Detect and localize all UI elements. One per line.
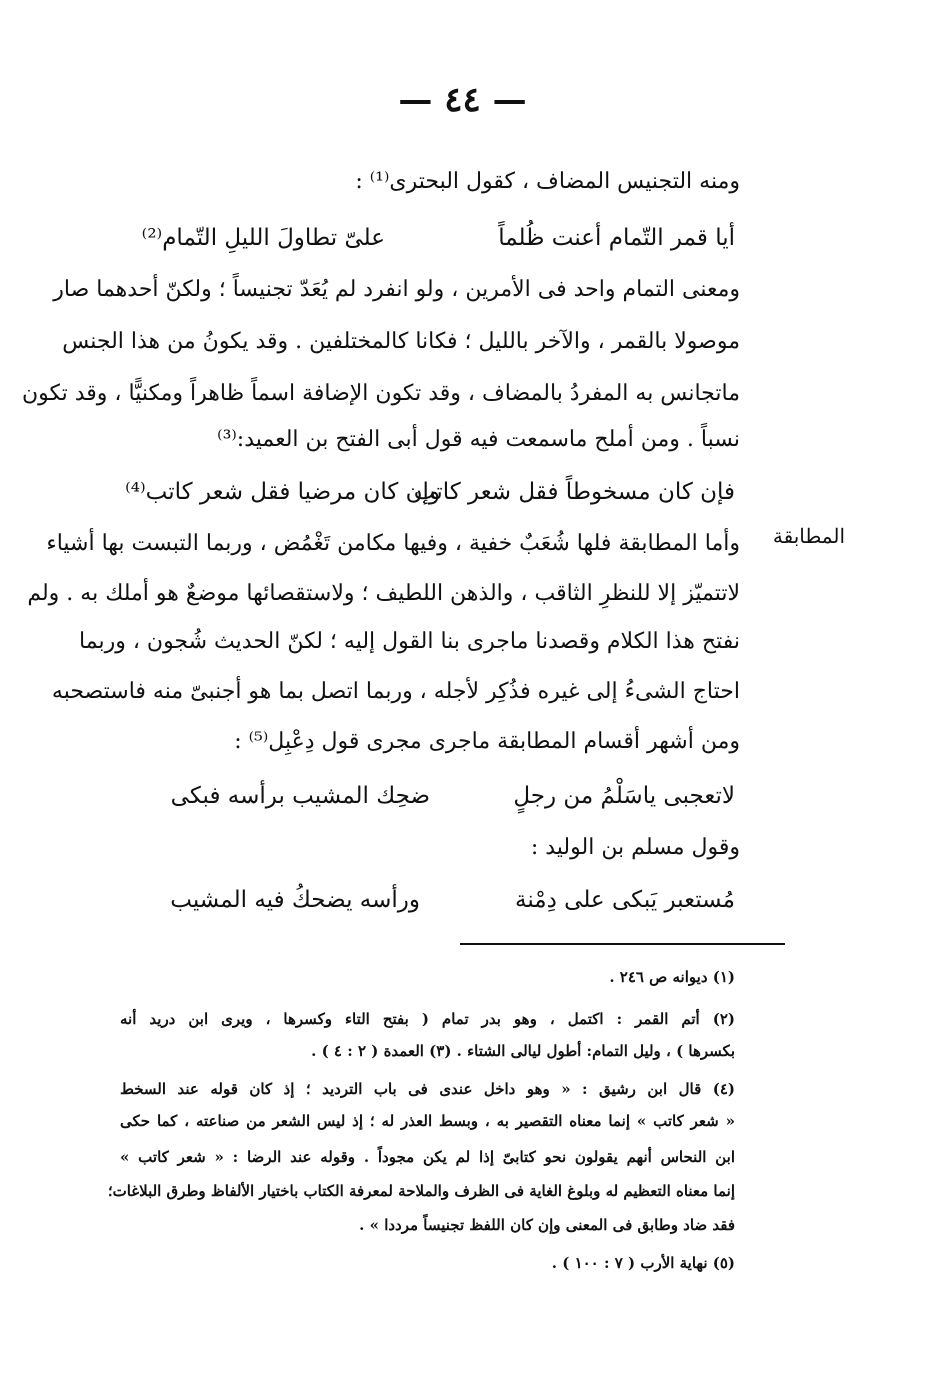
body-line: وقول مسلم بن الوليد : (530, 835, 740, 860)
footnote: فقد ضاد وطابق فى المعنى وإن كان اللفظ تجنيساً مرددا » . (359, 1216, 735, 1234)
body-line: احتاج الشىءُ إلى غيره فذُكِر لأجله ، وربما اتصل بما هو أجنبىّ منه فاستصحبه (51, 679, 740, 704)
margin-heading: المطابقة (772, 524, 845, 548)
footnote: ابن النحاس أنهم يقولون نحو كتابىّ إذا لم يكن مجوداً . وقوله عند الرضا : « شعر كاتب » (120, 1148, 735, 1166)
verse-hemistich: وإن كان مرضيا فقل شعر كاتب⁽⁴⁾ (125, 479, 440, 505)
verse-hemistich: ورأسه يضحكُ فيه المشيب (170, 887, 420, 913)
body-line: ومعنى التمام واحد فى الأمرين ، ولو انفرد لم يُعَدّ تجنيساً ؛ ولكنّ أحدهما صار (53, 277, 740, 302)
body-line: وأما المطابقة فلها شُعَبٌ خفية ، وفيها مكامن تَغْمُض ، وربما التبست بها أشياء (46, 531, 740, 556)
body-line: لاتتميّز إلا للنظرِ الثاقب ، والذهن اللطيف ؛ ولاستقصائها موضعٌ هو أملك به . ولم (27, 581, 740, 606)
footnote: بكسرها ) ، وليل التمام: أطول ليالى الشتاء . (٣) العمدة ( ٢ : ٤ ) . (311, 1042, 735, 1060)
verse-hemistich: فإن كان مسخوطاً فقل شعر كاتب (413, 479, 735, 505)
footnote: (٥) نهاية الأرب ( ٧ : ١٠٠ ) . (551, 1254, 735, 1272)
body-line: موصولا بالقمر ، والآخر بالليل ؛ فكانا كالمختلفين . وقد يكونُ من هذا الجنس (62, 329, 740, 354)
verse-hemistich: مُستعبر يَبكى على دِمْنة (515, 887, 735, 913)
verse-hemistich: لاتعجبى ياسَلْمُ من رجلٍ (513, 783, 735, 809)
footnote: « شعر كاتب » إنما معناه التقصير به ، وبسط العذر له ؛ إذ ليس الشعر من صناعته ، كما حكى (120, 1112, 735, 1130)
body-line: ومن أشهر أقسام المطابقة ماجرى مجرى قول دِعْبِل⁽⁵⁾ : (234, 729, 740, 754)
body-line: ومنه التجنيس المضاف ، كقول البحترى⁽¹⁾ : (355, 169, 740, 194)
body-line: نفتح هذا الكلام وقصدنا ماجرى بنا القول إليه ؛ لكنّ الحديث شُجون ، وربما (79, 629, 740, 654)
body-line: نسباً . ومن أملح ماسمعت فيه قول أبى الفتح بن العميد:⁽³⁾ (217, 427, 740, 452)
verse-hemistich: أيا قمر التّمام أعنت ظُلماً (498, 225, 735, 251)
body-line: ماتجانس به المفردُ بالمضاف ، وقد تكون الإضافة اسماً ظاهراً ومكنيًّا ، وقد تكون (21, 381, 740, 406)
footnote-divider (460, 943, 785, 945)
footnote: (١) ديوانه ص ٢٤٦ . (609, 968, 735, 986)
page-number: — ٤٤ — (398, 80, 527, 120)
footnote: إنما معناه التعظيم له وبلوغ الغاية فى الظرف والملاحة لمعرفة الكتاب باختيار الألفاظ وطرق البلاغات؛ (107, 1182, 735, 1200)
footnote: (٢) أتم القمر : اكتمل ، وهو بدر تمام ( بفتح التاء وكسرها ، ويرى ابن دريد أنه (120, 1010, 735, 1028)
footnote: (٤) قال ابن رشيق : « وهو داخل عندى فى باب الترديد ؛ إذ كان قوله عند السخط (120, 1080, 735, 1098)
verse-hemistich: ضحِك المشيب برأسه فبكى (170, 783, 430, 809)
verse-hemistich: علىّ تطاولَ الليلِ التّمام⁽²⁾ (141, 225, 385, 251)
